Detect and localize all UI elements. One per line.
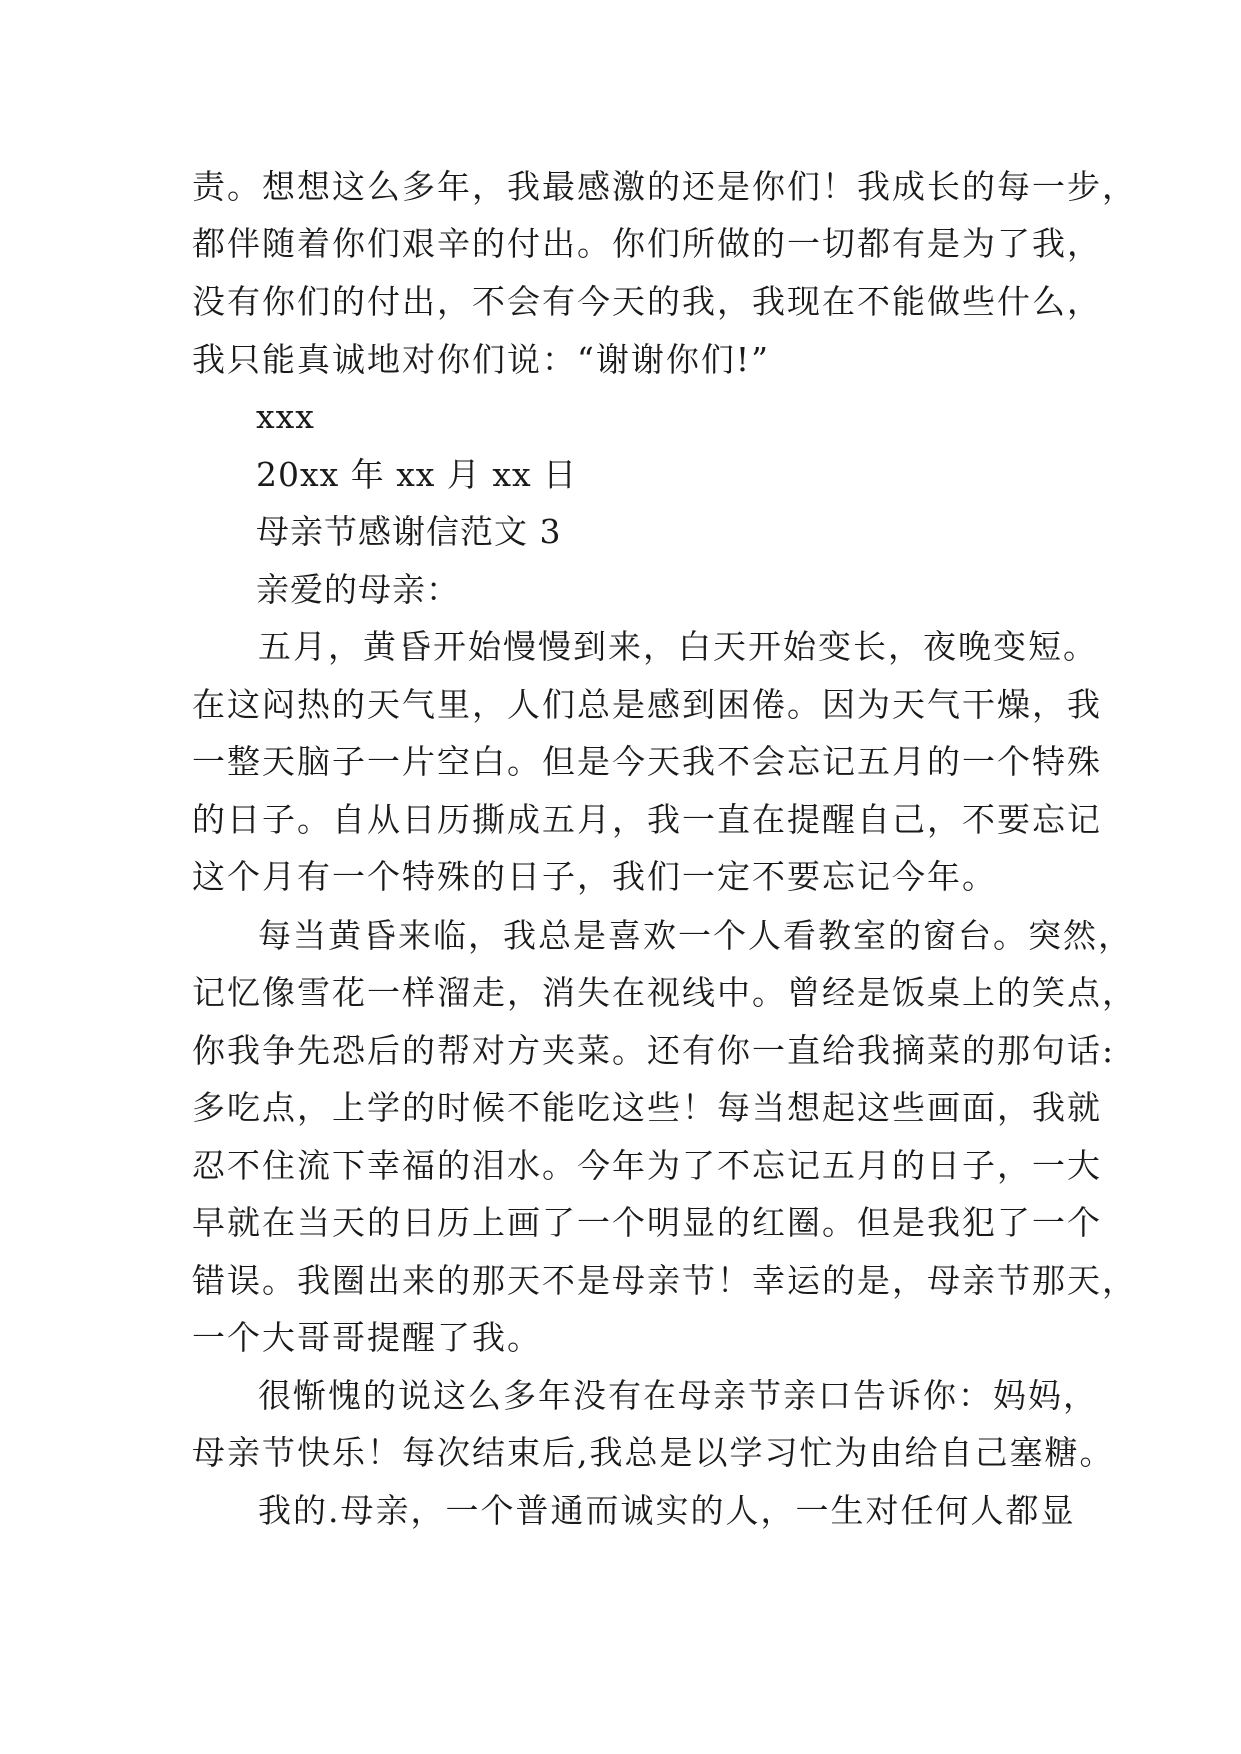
text-line: 错误。我圈出来的那天不是母亲节！幸运的是，母亲节那天， [192, 1261, 1137, 1300]
text-line: 没有你们的付出，不会有今天的我，我现在不能做些什么， [192, 282, 1102, 321]
text-line: 一整天脑子一片空白。但是今天我不会忘记五月的一个特殊 [192, 742, 1102, 781]
text-line: 五月，黄昏开始慢慢到来，白天开始变长，夜晚变短。 [258, 627, 1098, 666]
signature: xxx [256, 397, 315, 436]
text-line: 我只能真诚地对你们说：“谢谢你们!” [192, 340, 771, 379]
text-line: 每当黄昏来临，我总是喜欢一个人看教室的窗台。突然， [258, 916, 1133, 955]
salutation: 亲爱的母亲： [256, 570, 460, 609]
text-line: 很惭愧的说这么多年没有在母亲节亲口告诉你：妈妈， [258, 1376, 1098, 1415]
text-line: 早就在当天的日历上画了一个明显的红圈。但是我犯了一个 [192, 1203, 1102, 1242]
text-line: 记忆像雪花一样溜走，消失在视线中。曾经是饭桌上的笑点， [192, 973, 1137, 1012]
text-line: 在这闷热的天气里，人们总是感到困倦。因为天气干燥，我 [192, 685, 1102, 724]
text-line: 母亲节快乐！每次结束后,我总是以学习忙为由给自己塞糖。 [192, 1433, 1115, 1472]
section-heading: 母亲节感谢信范文 3 [256, 512, 562, 551]
text-line: 的日子。自从日历撕成五月，我一直在提醒自己，不要忘记 [192, 800, 1102, 839]
text-line: 我的.母亲，一个普通而诚实的人，一生对任何人都显 [258, 1491, 1076, 1530]
text-line: 你我争先恐后的帮对方夹菜。还有你一直给我摘菜的那句话: [192, 1031, 1116, 1070]
text-line: 这个月有一个特殊的日子，我们一定不要忘记今年。 [192, 857, 997, 896]
text-line: 都伴随着你们艰辛的付出。你们所做的一切都有是为了我， [192, 224, 1102, 263]
text-line: 忍不住流下幸福的泪水。今年为了不忘记五月的日子，一大 [192, 1146, 1102, 1185]
text-line: 多吃点，上学的时候不能吃这些！每当想起这些画面，我就 [192, 1088, 1102, 1127]
text-line: 一个大哥哥提醒了我。 [192, 1318, 542, 1357]
text-line: 责。想想这么多年，我最感激的还是你们！我成长的每一步， [192, 167, 1137, 206]
date-line: 20xx 年 xx 月 xx 日 [256, 455, 578, 494]
